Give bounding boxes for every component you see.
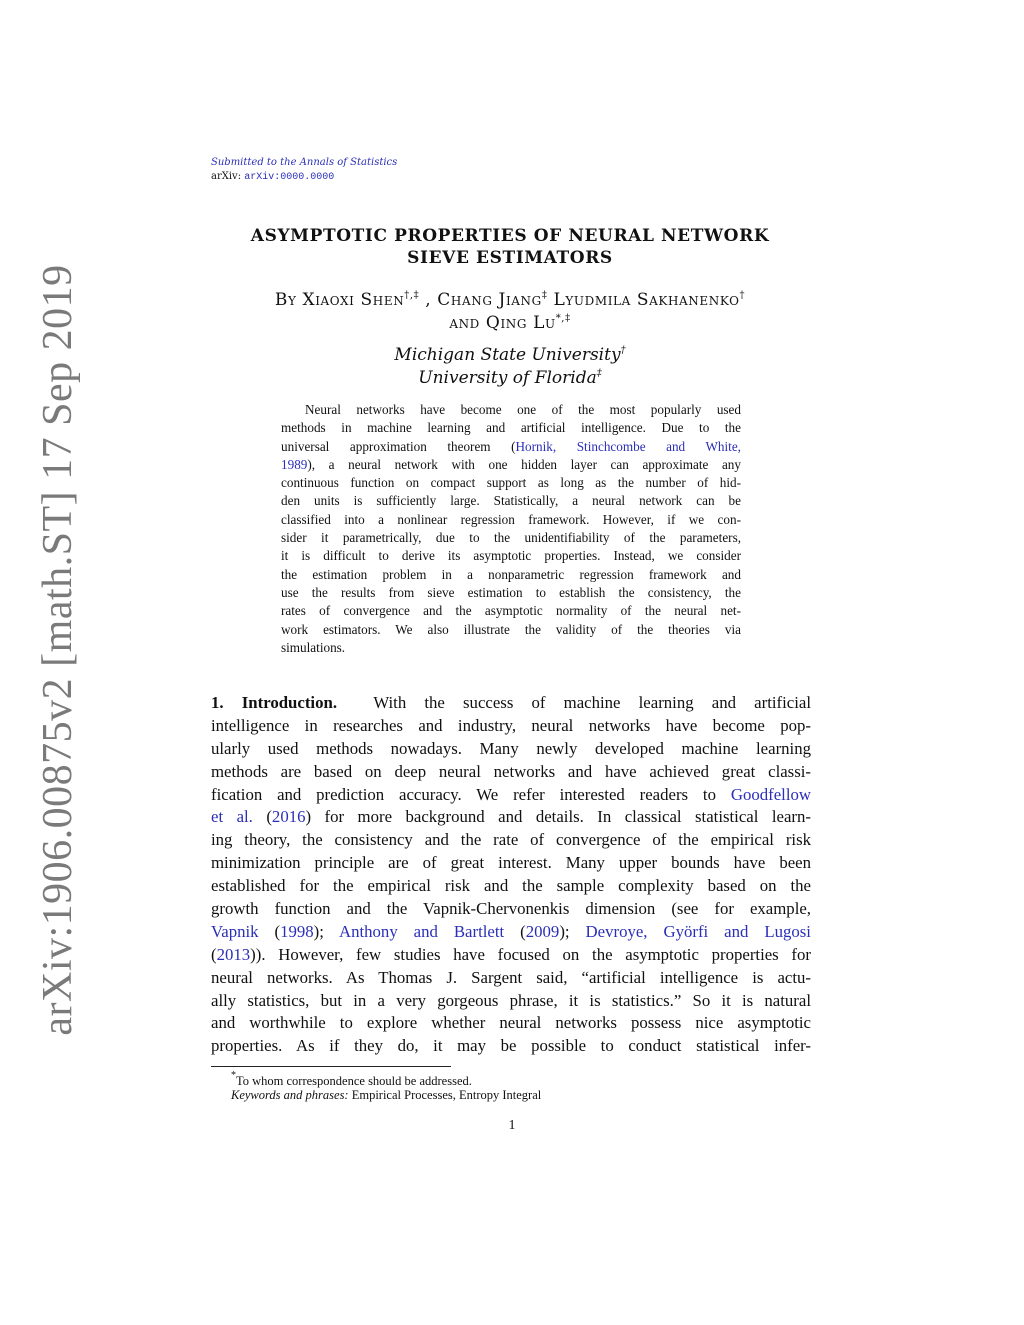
body-line: established for the empirical risk and the sample complexity based on the	[211, 876, 811, 896]
body-line: minimization principle are of great interest. Many upper bounds have been	[211, 853, 811, 873]
abstract-text: ), a neural network with one hidden layer can approximate any	[307, 456, 741, 472]
affiliation-uf-name: University of Florida	[418, 368, 597, 388]
abstract-line: continuous function on compact support as long as the number of hid-	[281, 475, 741, 491]
keywords-text: Empirical Processes, Entropy Integral	[348, 1088, 542, 1102]
author-lyudmila-sakhanenko: Lyudmila Sakhanenko	[553, 290, 740, 310]
abstract-line: use the results from sieve estimation to establish the consistency, the	[281, 584, 741, 600]
affiliation-msu-mark: †	[620, 345, 626, 356]
affiliation-msu-name: Michigan State University	[394, 345, 621, 365]
abstract-line: simulations.	[281, 639, 346, 655]
abstract-line	[281, 456, 741, 474]
citation-goodfellow-etal-link[interactable]: et al.	[211, 807, 253, 827]
abstract-line: sider it parametrically, due to the unidentifiability of the parameters,	[281, 530, 741, 546]
citation-vapnik-year-link[interactable]: 1998	[280, 921, 314, 941]
abstract-line: work estimators. We also illustrate the validity of the theories via	[281, 621, 741, 637]
footnote-keywords	[231, 1088, 541, 1103]
abstract-line: it is difficult to derive its asymptotic properties. Instead, we consider	[281, 548, 741, 564]
citation-vapnik-link[interactable]: Vapnik	[211, 921, 259, 941]
body-text: (	[252, 807, 272, 827]
body-line	[211, 784, 811, 807]
author-4-affiliation-mark: *,‡	[555, 313, 571, 324]
body-text: );	[313, 921, 339, 941]
keywords-label: Keywords and phrases:	[231, 1088, 349, 1102]
footnote-correspondence	[231, 1070, 472, 1089]
abstract-line	[281, 438, 741, 456]
body-line: neural networks. As Thomas J. Sargent said, “artificial intelligence is actu-	[211, 967, 811, 987]
citation-devroye-link[interactable]: Devroye, Györfi and Lugosi	[585, 921, 811, 941]
body-line	[211, 692, 811, 715]
citation-anthony-bartlett-link[interactable]: Anthony and Bartlett	[338, 921, 505, 941]
body-text: fication and prediction accuracy. We refer interested readers to	[211, 784, 731, 804]
citation-devroye-year-link[interactable]: 2013	[216, 944, 251, 964]
author-1-affiliation-mark: †,‡	[404, 290, 420, 301]
body-text: );	[559, 921, 586, 941]
body-line: properties. As if they do, it may be possible to conduct statistical infer-	[211, 1036, 811, 1056]
affiliation-uf-mark: ‡	[596, 368, 602, 379]
citation-hornik-link[interactable]: Hornik, Stinchcombe and White,	[515, 438, 741, 454]
abstract-line: classified into a nonlinear regression framework. However, if we con-	[281, 511, 741, 527]
author-qing-lu: and Qing Lu	[449, 313, 556, 333]
abstract-line: methods in machine learning and artificial intelligence. Due to the	[281, 420, 741, 436]
author-chang-jiang: , Chang Jiang	[425, 290, 542, 310]
footnote-text: To whom correspondence should be addressed.	[236, 1074, 472, 1088]
abstract-line: the estimation problem in a nonparametric regression framework and	[281, 566, 741, 582]
body-line	[211, 944, 811, 967]
introduction-section	[211, 692, 811, 1058]
author-line-1	[200, 290, 820, 310]
citation-goodfellow-link[interactable]: Goodfellow	[730, 784, 811, 804]
author-3-affiliation-mark: †	[739, 290, 746, 301]
body-text: ) for more background and details. In classical statistical learn-	[305, 807, 811, 827]
body-line: methods are based on deep neural networks and have achieved great classi-	[211, 761, 811, 781]
journal-submission-note[interactable]: Submitted to the Annals of Statistics	[211, 157, 398, 168]
arxiv-reference-line	[211, 171, 334, 183]
section-heading-introduction: 1. Introduction.	[211, 693, 338, 712]
body-text: With the success of machine learning and artificial	[373, 693, 811, 712]
citation-hornik-year-link[interactable]: 1989	[281, 456, 308, 472]
citation-goodfellow-year-link[interactable]: 2016	[271, 807, 306, 827]
abstract-text: universal approximation theorem (	[281, 438, 516, 454]
body-line	[211, 921, 811, 944]
author-2-affiliation-mark: ‡	[541, 290, 548, 301]
affiliation-university-of-florida	[200, 368, 820, 388]
body-line: ularly used methods nowadays. Many newly developed machine learning	[211, 738, 811, 758]
body-text: )). However, few studies have focused on the asymptotic properties for	[250, 944, 811, 964]
body-line: growth function and the Vapnik-Chervonenkis dimension (see for example,	[211, 899, 811, 919]
arxiv-identifier-stamp: arXiv:1906.00875v2 [math.ST] 17 Sep 2019	[35, 264, 81, 1036]
author-xiaoxi-shen: Xiaoxi Shen	[302, 290, 405, 310]
body-line: intelligence in researches and industry, neural networks have become pop-	[211, 715, 811, 735]
paper-title-line-2: SIEVE ESTIMATORS	[407, 248, 613, 268]
footnote-mark: *	[231, 1070, 236, 1081]
author-line-2	[200, 313, 820, 333]
arxiv-prefix: arXiv:	[211, 171, 242, 182]
affiliation-michigan-state	[200, 345, 820, 365]
body-line: ally statistics, but in a very gorgeous phrase, it is statistics.” So it is natural	[211, 990, 811, 1010]
footnote-divider	[211, 1066, 451, 1067]
abstract-line: den units is sufficiently large. Statistically, a neural network can be	[281, 493, 741, 509]
abstract-line: rates of convergence and the asymptotic normality of the neural net-	[281, 603, 741, 619]
abstract	[281, 401, 741, 657]
body-text: (	[504, 921, 526, 941]
body-text: (	[211, 944, 217, 964]
body-line: ing theory, the consistency and the rate of convergence of the empirical risk	[211, 830, 811, 850]
body-line	[211, 806, 811, 829]
paper-title-line-1: ASYMPTOTIC PROPERTIES OF NEURAL NETWORK	[250, 226, 770, 246]
author-by: By	[274, 290, 297, 310]
arxiv-id-link[interactable]: arXiv:0000.0000	[244, 172, 335, 183]
abstract-line: Neural networks have become one of the most popularly used	[305, 402, 741, 417]
page-number: 1	[508, 1118, 516, 1133]
citation-anthony-bartlett-year-link[interactable]: 2009	[525, 921, 560, 941]
body-line: and worthwhile to explore whether neural networks possess nice asymptotic	[211, 1013, 811, 1033]
body-text: (	[258, 921, 281, 941]
